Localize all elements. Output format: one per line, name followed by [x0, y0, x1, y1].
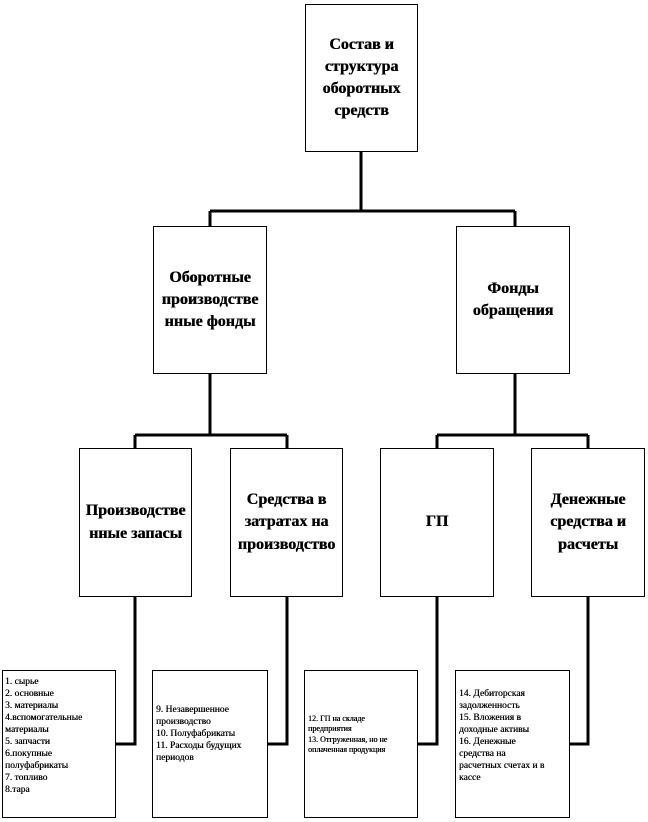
- cash-list: [455, 670, 570, 818]
- finished-goods-node: [380, 448, 494, 597]
- list-item: 3. материалы: [5, 700, 59, 711]
- list-item: 7. топливо: [5, 772, 48, 783]
- circulation-funds-node: [456, 226, 570, 374]
- list-item: 10. Полуфабрикаты: [156, 728, 236, 739]
- production-funds-node: [153, 226, 267, 374]
- connector-goods-list: [418, 597, 437, 744]
- list-item: 1. сырье: [5, 677, 39, 687]
- inventories-label: Производстве нные запасы: [85, 502, 186, 542]
- list-item: 6.покупные полуфабрикаты: [5, 748, 68, 771]
- cash-settlements-label: Денежные средства и расчеты: [550, 491, 626, 553]
- production-costs-label: Средства в затратах на производство: [237, 491, 336, 553]
- root-node: [305, 4, 418, 152]
- list-item: 14. Дебиторская задолженность: [459, 689, 525, 711]
- list-item: 8.тара: [5, 784, 30, 795]
- list-item: 5. запчасти: [5, 736, 50, 747]
- root-node-label: Состав и структура оборотных средств: [322, 35, 401, 120]
- circulation-funds-label: Фонды обращения: [472, 279, 554, 319]
- list-item: 9. Незавершенное производство: [156, 705, 229, 727]
- production-funds-label: Оборотные производстве нные фонды: [161, 268, 259, 331]
- list-item: 11. Расходы будущих периодов: [156, 740, 242, 763]
- connector-inventories-list: [116, 597, 135, 744]
- cash-settlements-node: [531, 448, 645, 597]
- goods-list: [304, 670, 418, 818]
- inventories-node: [79, 448, 192, 597]
- connector-cash-list: [570, 597, 588, 744]
- costs-list: [152, 670, 268, 818]
- list-item: 16. Денежные средства на расчетных счетах и в кассе: [459, 736, 545, 783]
- finished-goods-label: ГП: [425, 513, 449, 531]
- connector-costs-list: [268, 597, 287, 744]
- list-item: 4.вспомогательные материалы: [5, 712, 83, 735]
- list-item: 13. Отгруженная, но не оплаченная продукция: [308, 734, 388, 755]
- list-item: 15. Вложения в доходные активы: [459, 712, 529, 735]
- list-item: 2. основные: [5, 688, 54, 699]
- list-item: 12. ГП на складе предприятия: [308, 714, 365, 734]
- inventories-list: [2, 670, 116, 818]
- production-costs-node: [230, 448, 343, 597]
